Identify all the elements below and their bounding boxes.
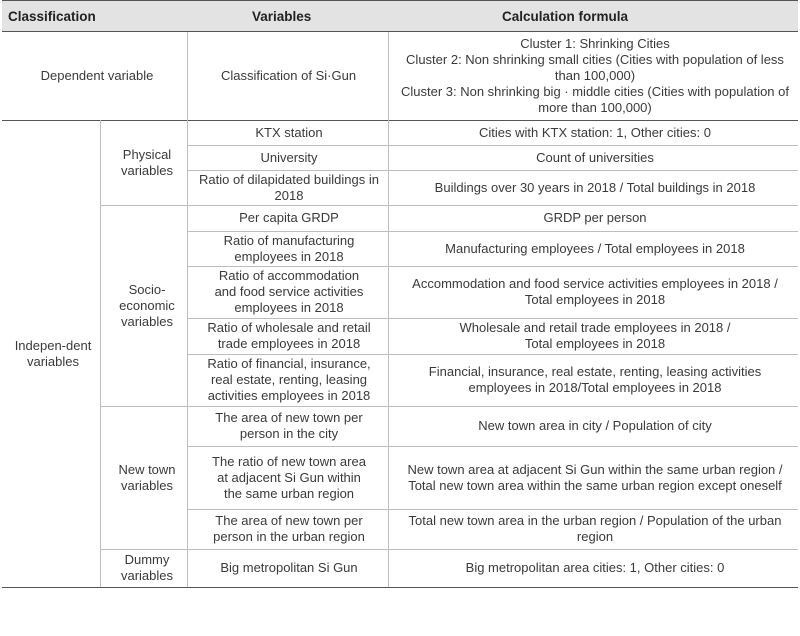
formula-cell [392, 231, 798, 266]
variable-cell [191, 120, 387, 145]
dependent-variable [191, 32, 386, 120]
dependent-formula-line: Cluster 2: Non shrinking small cities (Cities with population of less [406, 52, 784, 67]
header-formula: Calculation formula [502, 8, 629, 24]
formula-cell-line: GRDP per person [543, 210, 647, 225]
independent-label [8, 120, 98, 587]
independent-label-line: variables [26, 353, 80, 369]
formula-cell-line: Total new town area within the same urban region except oneself [408, 477, 782, 493]
variable-cell-line: 2018 [274, 187, 304, 203]
formula-cell [392, 145, 798, 170]
dependent-variable-line: Classification of Si·Gun [220, 68, 357, 83]
group-name [106, 120, 188, 205]
group-name-line: economic [119, 297, 175, 313]
independent-label-line: Indepen-dent [14, 337, 92, 353]
dependent-formula-line: than 100,000) [554, 68, 636, 83]
group-name [106, 205, 188, 406]
header-classification: Classification [8, 8, 96, 24]
variable-cell-line: University [260, 149, 318, 165]
variable-cell-line: Ratio of dilapidated buildings in [199, 171, 379, 187]
formula-cell-line: Cities with KTX station: 1, Other cities: 0 [479, 124, 711, 140]
variable-cell-line: Ratio of manufacturing [223, 232, 355, 248]
variable-cell [191, 354, 387, 406]
variable-cell-line: the same urban region [223, 485, 355, 501]
formula-cell-line: Financial, insurance, real estate, renting, leasing activities [428, 364, 762, 379]
formula-cell [392, 509, 798, 549]
variable-cell-line: Ratio of wholesale and retail [207, 320, 371, 335]
variable-cell-line: The area of new town per [215, 513, 363, 528]
formula-cell-line: Count of universities [536, 149, 654, 165]
dependent-formula-line: Cluster 3: Non shrinking big · middle cities (Cities with population of [400, 84, 789, 99]
group-name-line: variables [120, 162, 174, 178]
variable-cell-line: The ratio of new town area [212, 453, 366, 469]
header-variables: Variables [252, 8, 312, 24]
variable-cell [191, 406, 387, 446]
variable-cell [191, 266, 387, 318]
dependent-formula [392, 32, 798, 120]
variable-cell-line: Ratio of financial, insurance, [207, 356, 371, 371]
formula-cell-line: employees in 2018/Total employees in 2018 [468, 380, 722, 395]
variable-cell [191, 318, 387, 354]
group-name-line: variables [120, 568, 174, 583]
group-name-line: Socio- [128, 281, 166, 297]
variable-cell-line: The area of new town per [215, 410, 363, 425]
variable-cell-line: employees in 2018 [234, 248, 344, 264]
formula-cell [392, 120, 798, 145]
formula-cell [392, 205, 798, 231]
formula-cell-line: Wholesale and retail trade employees in 2018 / [459, 320, 731, 335]
group-name-line: Physical [122, 146, 172, 162]
variable-cell [191, 170, 387, 205]
formula-cell-line: Buildings over 30 years in 2018 / Total buildings in 2018 [434, 179, 756, 195]
formula-cell-line: Total new town area in the urban region / Population of the urban [408, 513, 782, 528]
variable-cell-line: trade employees in 2018 [217, 336, 361, 351]
variable-cell-line: Per capita GRDP [239, 210, 339, 225]
variable-cell-line: real estate, renting, leasing [210, 372, 368, 387]
dependent-formula-line: Cluster 1: Shrinking Cities [520, 36, 670, 51]
formula-cell-line: Accommodation and food service activities employees in 2018 / [412, 276, 778, 291]
group-name-line: variables [120, 313, 174, 329]
table-header [2, 0, 798, 32]
formula-cell [392, 406, 798, 446]
formula-cell [392, 446, 798, 509]
variable-cell-line: and food service activities [214, 284, 364, 299]
group-name-line: Dummy [124, 552, 170, 567]
dependent-label-line: Dependent variable [40, 68, 154, 83]
formula-cell [392, 318, 798, 354]
group-name-line: variables [120, 477, 174, 493]
variable-cell-line: KTX station [255, 124, 323, 140]
formula-cell [392, 549, 798, 587]
group-name [106, 406, 188, 549]
variable-cell [191, 446, 387, 509]
dependent-label [8, 32, 186, 120]
formula-cell-line: Total employees in 2018 [524, 336, 666, 351]
variable-cell [191, 231, 387, 266]
formula-cell-line: New town area in city / Population of city [478, 418, 712, 433]
formula-cell [392, 170, 798, 205]
formula-cell-line: Manufacturing employees / Total employees in 2018 [445, 240, 745, 256]
variable-cell-line: person in the city [239, 426, 339, 441]
variable-cell-line: Big metropolitan Si Gun [220, 560, 358, 575]
formula-cell-line: region [576, 529, 614, 544]
variable-cell-line: at adjacent Si Gun within [217, 469, 361, 485]
formula-cell [392, 354, 798, 406]
formula-cell-line: New town area at adjacent Si Gun within the same urban region / [407, 461, 783, 477]
group-name [106, 549, 188, 587]
variable-cell-line: Ratio of accommodation [218, 268, 360, 283]
formula-cell-line: Total employees in 2018 [524, 292, 666, 307]
variable-cell [191, 549, 387, 587]
variable-cell-line: employees in 2018 [234, 300, 344, 315]
formula-cell-line: Big metropolitan area cities: 1, Other cities: 0 [465, 560, 725, 575]
variable-cell-line: activities employees in 2018 [207, 388, 371, 403]
group-name-line: New town [118, 461, 176, 477]
dependent-formula-line: more than 100,000) [538, 100, 652, 115]
variable-cell [191, 205, 387, 231]
variable-cell-line: person in the urban region [213, 529, 365, 544]
variable-cell [191, 145, 387, 170]
variable-cell [191, 509, 387, 549]
formula-cell [392, 266, 798, 318]
